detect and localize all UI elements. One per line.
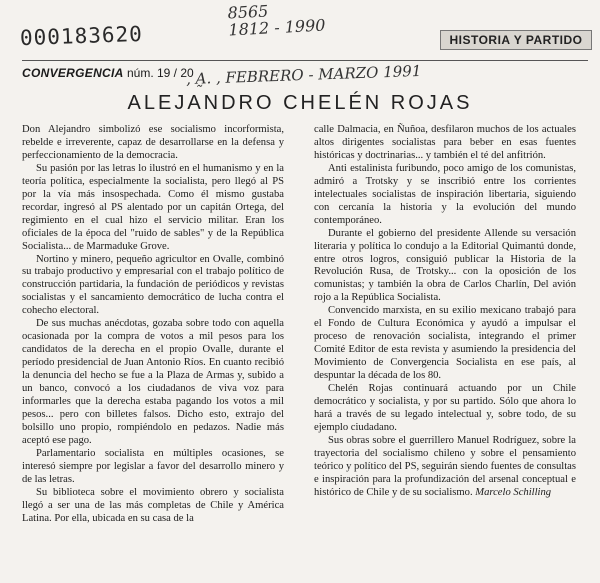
paragraph: Su pasión por las letras lo ilustró en el humanismo y en la teoría política, especialmente la socialista, pero llegó al PS por la vía más insospechada. Como él mismo gustaba recordar, ingresó al PS alentado por un capitán Ortega, del regimiento en el cual hizo el servicio militar. Eran los oficiales de la época del "ruido de sables" y de la República Socialista... de Marmaduke Grove.: [22, 162, 284, 252]
article-column-left: [22, 124, 284, 526]
paragraph: De sus muchas anécdotas, gozaba sobre todo con aquella ocasionada por la compra de votos a mil pesos para los candidatos de la derecha en el propio Ovalle, durante el período presidencial de Juan Antonio Ríos. En cuanto recibió la denuncia del hecho se fue a la Plaza de Armas y, subido a un banco, convocó a los ciudadanos de viva voz para informarles que la derecha estaba pagando los votos a mil pesos... pero con billetes falsos. Dicho esto, extrajo del bolsillo uno propio, rompiéndolo en pedazos. Nadie más aceptó ese pago.: [22, 318, 284, 446]
paragraph: Su biblioteca sobre el movimiento obrero y socialista llegó a ser una de las más completas de Chile y América Latina. Por ella, ubicada en su casa de la: [22, 486, 284, 524]
paragraph: Don Alejandro simbolizó ese socialismo incorformista, rebelde e irreverente, capaz de desarrollarse en la defensa y perfeccionamiento de la democracia.: [22, 124, 284, 161]
paragraph: [314, 435, 576, 500]
article-headline: ALEJANDRO CHELÉN ROJAS: [127, 92, 473, 114]
paragraph: Parlamentario socialista en múltiples ocasiones, se interesó siempre por legislar a favor del desarrollo minero y de las letras.: [22, 447, 284, 485]
header-rule: [22, 60, 588, 61]
article-column-right: [314, 124, 576, 500]
handwritten-issue-note: , A̰. , FEBRERO - MARZO 1991: [185, 61, 422, 89]
handwritten-date-range: 8565 1812 - 1990: [227, 1, 326, 40]
section-tag: HISTORIA Y PARTIDO: [440, 30, 592, 50]
paragraph: calle Dalmacia, en Ñuñoa, desfilaron muchos de los actuales altos dirigentes socialistas para beber en esas fuentes históricas y doctrinarias... y también el té del anfitrión.: [314, 124, 576, 161]
magazine-name: CONVERGENCIA: [22, 66, 124, 80]
archive-stamp-number: 000183620: [19, 21, 144, 51]
paragraph: Nortino y minero, pequeño agricultor en Ovalle, combinó su trabajo productivo y empresarial con el trabajo político de construcción partidaria, la fundación de periódicos y revistas socialistas y el sancamiento democrático de lucha contra el cohecho electoral.: [22, 253, 284, 317]
paragraph: Durante el gobierno del presidente Allende su versación literaria y política lo condujo a la Editorial Quimantú donde, entre otros logros, consiguió publicar la Historia de la Revolución Rusa, de Trotsky... con la oposición de los comunistas; y también la obra de Carlos Charlín, Del avión rojo a la República Socialista.: [314, 227, 576, 304]
masthead: [22, 66, 194, 80]
issue-label: núm. 19 / 20: [126, 66, 194, 80]
paragraph: Anti estalinista furibundo, poco amigo de los comunistas, admiró a Trotsky y se inscribió entre los corrientes intelectuales socialistas de inspiración libertaria, siguiendo con cercanía la historia y la evolución del mundo contemporáneo.: [314, 162, 576, 226]
author-signature: Marcelo Schilling: [475, 486, 552, 498]
paragraph: Convencido marxista, en su exilio mexicano trabajó para el Fondo de Cultura Económica y ayudó a impulsar el proceso de renovación socialista, integrando el primer Comité Editor de esta revista y asumiendo la presidencia del Movimiento de Convergencia Socialista en ese país, al despuntar la década de los 80.: [314, 305, 576, 382]
paragraph-text: Sus obras sobre el guerrillero Manuel Rodríguez, sobre la trayectoria del socialismo chileno y sobre el pensamiento teórico y político del PS, seguirán siendo fuentes de consultas e inspiración para la profundización del arsenal conceptual e histórico de Chile y de su socialismo.: [314, 434, 576, 498]
paragraph: Chelén Rojas continuará actuando por un Chile democrático y socialista, y por su partido. Sólo que ahora lo hará a través de su legado intelectual y, sobre todo, de su ejemplo ciudadano.: [314, 383, 576, 433]
